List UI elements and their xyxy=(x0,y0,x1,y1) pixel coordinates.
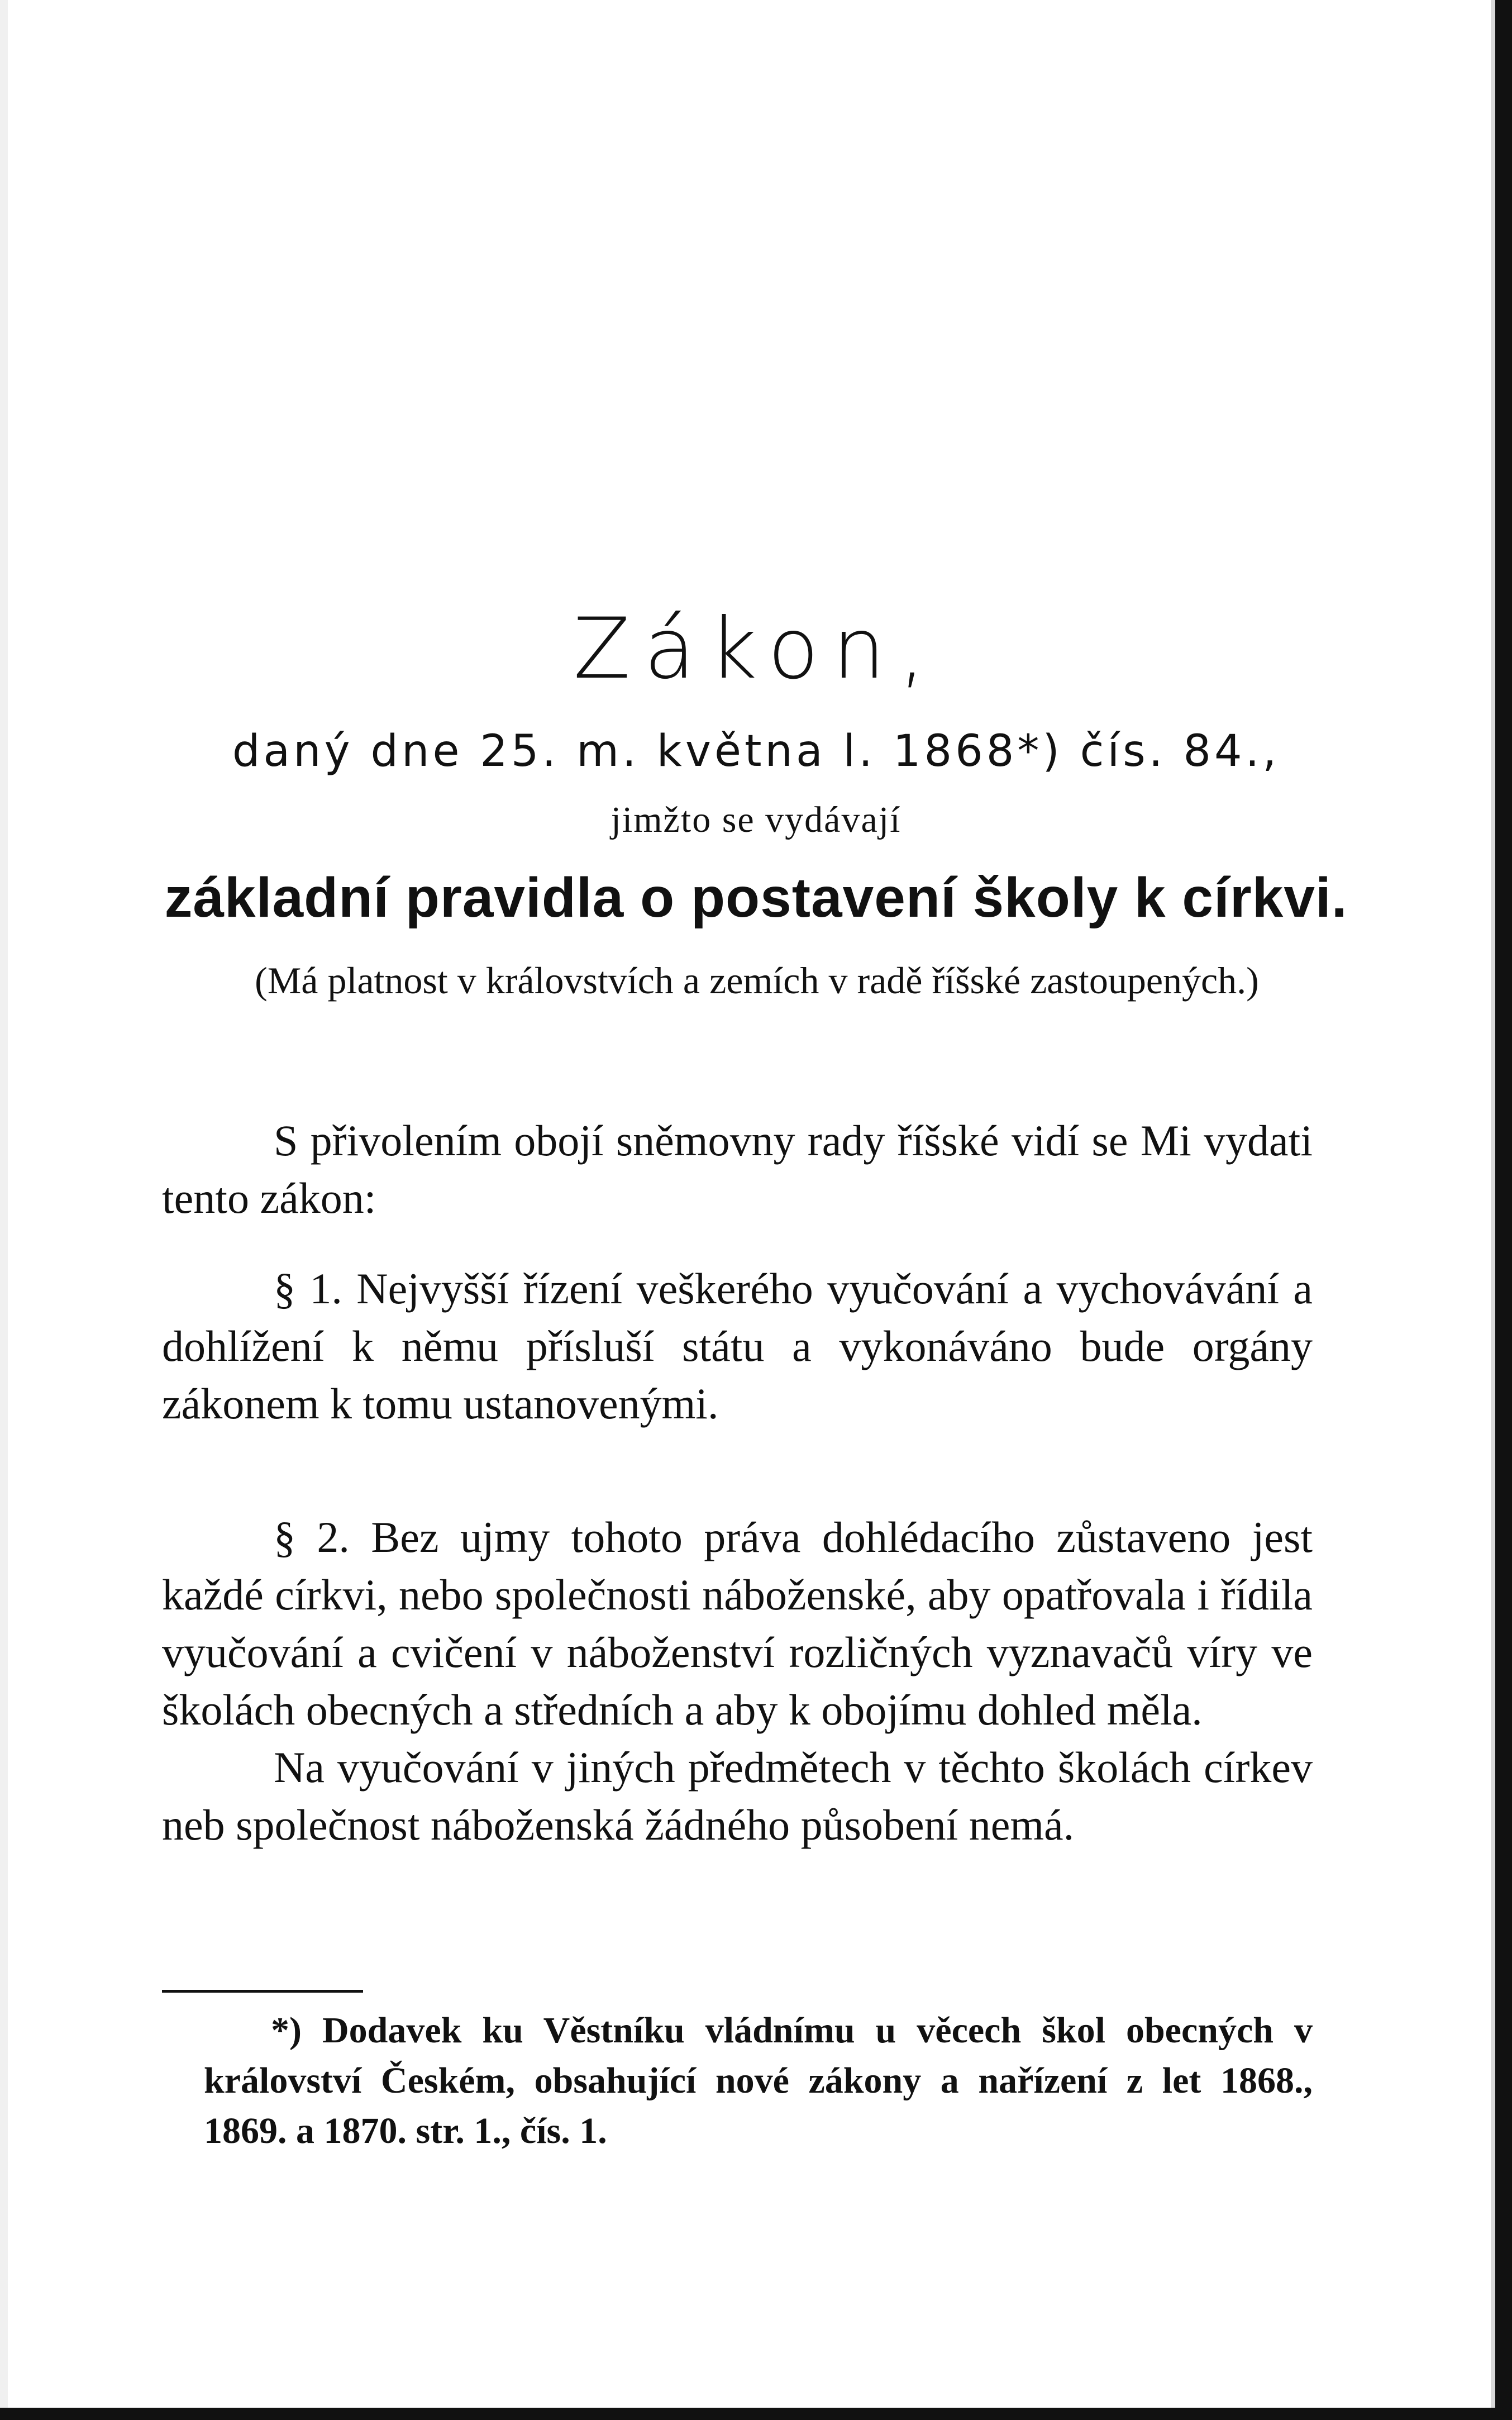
section-2-paragraph-2: Na vyučování v jiných předmětech v těchto školách církev neb společnost náboženská žádného působení nemá. xyxy=(162,1743,1313,1849)
validity-note: (Má platnost v královstvích a zemích v radě říšské zastoupených.) xyxy=(255,959,1259,1002)
scan-edge-right xyxy=(1495,0,1512,2420)
intro-paragraph: S přivolením obojí sněmovny rady říšské vidí se Mi vydati tento zákon: xyxy=(162,1116,1313,1222)
footnote: *) Dodavek ku Věstníku vládnímu u věcech škol obecných v království Českém, obsahující nové zákony a nařízení z let 1868., 1869. a 1870. str. 1., čís. 1. xyxy=(204,2010,1313,2151)
date-line: daný dne 25. m. května l. 1868*) čís. 84., xyxy=(232,726,1280,777)
subtitle-jimzto: jimžto se vydávají xyxy=(610,799,902,840)
intro-text xyxy=(162,1112,1313,1227)
section-1-paragraph: § 1. Nejvyšší řízení veškerého vyučování a vychovávání a dohlížení k němu přísluší státu a vykonáváno bude orgány zákonem k tomu ustanovenými. xyxy=(162,1264,1313,1428)
scan-edge-bottom xyxy=(0,2408,1512,2420)
section-2-paragraph: § 2. Bez ujmy tohoto práva dohlédacího zůstaveno jest každé církvi, nebo společnosti náboženské, aby opatřovala i řídila vyučování a cvičení v náboženství rozličných vyznavačů víry ve školách obecných a středních a aby k obojímu dohled měla. xyxy=(162,1513,1313,1734)
page-title: Zákon, xyxy=(573,601,939,698)
footnote-rule xyxy=(162,1990,363,1993)
section-1 xyxy=(162,1260,1313,1432)
scan-edge-left xyxy=(0,0,8,2420)
scan-edge-right-inner xyxy=(1491,0,1495,2420)
section-2 xyxy=(162,1508,1313,1854)
law-heading: základní pravidla o postavení školy k církvi. xyxy=(164,866,1348,929)
